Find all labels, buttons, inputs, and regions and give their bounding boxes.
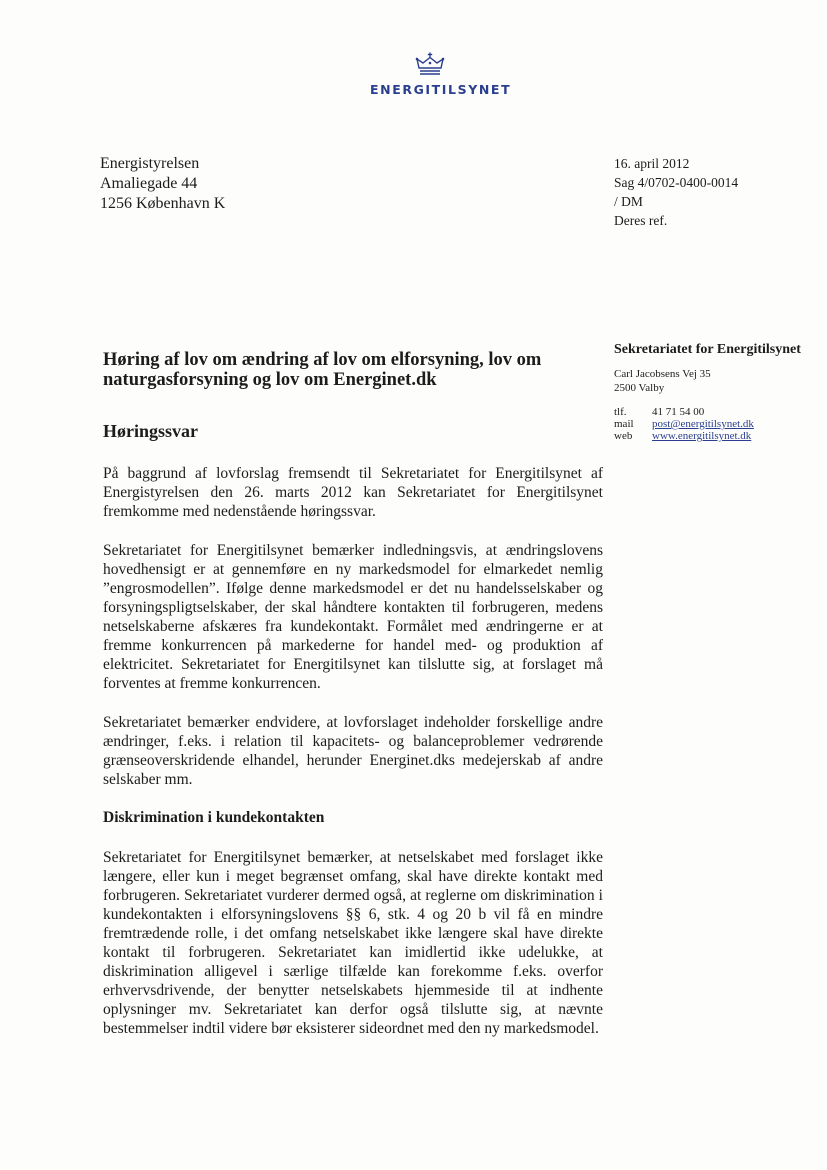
case-initials: / DM — [614, 194, 643, 209]
contact-mail — [614, 418, 814, 430]
phone-number: 41 71 54 00 — [652, 406, 705, 418]
section-paragraph: Sekretariatet for Energitilsynet bemærker, at netselskabet med forslaget ikke længere, eller kun i meget begrænset omfang, skal have direkte kontakt med forbrugeren. Sekretariatet vurderer dermed også, at reglerne om diskrimination i kundekontakten i elforsyningslovens §§ 6, stk. 4 og 20 b vil få en mindre fremtrædende rolle, i det omfang netselskabet ikke længere skal have direkte kontakt til forbrugeren. Sekretariatet kan imidlertid ikke udelukke, at diskrimination alligevel i særlige tilfælde kan forekomme f.eks. overfor erhvervsdrivende, der benytter netselskabets hjemmeside til at indhente oplysninger mv. Sekretariatet kan derfor også tilslutte sig, at nævnte bestemmelser indtil videre bør eksisterer sideordnet med den ny markedsmodel. — [103, 849, 603, 1037]
recipient-line: Amaliegade 44 — [100, 175, 198, 192]
sender-address-line: 2500 Valby — [614, 382, 665, 394]
recipient-line: 1256 København K — [100, 195, 226, 212]
document-title: Høring af lov om ændring af lov om elforsyning, lov om naturgasforsyning og lov om Energinet.dk — [103, 350, 542, 390]
mail-link[interactable]: post@energitilsynet.dk — [652, 418, 754, 430]
sender-sidebar — [614, 341, 814, 442]
body-paragraph: Sekretariatet for Energitilsynet bemærker indledningsvis, at ændringslovens hovedhensigt er at gennemføre en ny markedsmodel for elmarkedet nemlig ”engrosmodellen”. Ifølge denne markedsmodel er det nu handelsselskaber og forsyningspligtselskaber, der skal håndtere kontakten til forbrugeren, medens netselskaberne afskæres fra kundekontakt. Formålet med ændringerne er at fremme konkurrencen på markederne for handel med- og produktion af elektricitet. Sekretariatet for Energitilsynet kan tilslutte sig, at forslaget må forventes at fremme konkurrencen. — [103, 542, 603, 692]
body-paragraph: Sekretariatet bemærker endvidere, at lovforslaget indeholder forskellige andre ændringer, f.eks. i relation til kapacitets- og balanceproblemer vedrørende grænseoverskridende elhandel, herunder Energinet.dks medejerskab af andre selskaber mm. — [103, 714, 603, 788]
contact-label: web — [614, 430, 633, 442]
letter-body — [103, 350, 603, 1038]
sender-contact — [614, 406, 814, 442]
sender-org: Sekretariatet for Energitilsynet — [614, 342, 801, 357]
letter-meta — [614, 154, 738, 230]
reference: Deres ref. — [614, 213, 668, 228]
web-link[interactable]: www.energitilsynet.dk — [652, 430, 752, 442]
sender-address — [614, 367, 814, 395]
section-heading: Diskrimination i kundekontakten — [103, 809, 325, 826]
contact-label: mail — [614, 418, 634, 430]
recipient-line: Energistyrelsen — [100, 155, 200, 172]
letterhead-logo — [370, 52, 512, 97]
letter-date: 16. april 2012 — [614, 156, 690, 171]
document-subtitle: Høringssvar — [103, 421, 199, 441]
body-paragraph: På baggrund af lovforslag fremsendt til Sekretariatet for Energitilsynet af Energistyrelsen den 26. marts 2012 kan Sekretariatet for Energitilsynet fremkomme med nedenstående høringssvar. — [103, 465, 603, 520]
case-number: Sag 4/0702-0400-0014 — [614, 175, 739, 190]
contact-phone — [614, 406, 814, 418]
contact-web — [614, 430, 814, 442]
sender-address-line: Carl Jacobsens Vej 35 — [614, 368, 711, 380]
recipient-address — [100, 154, 225, 214]
contact-label: tlf. — [614, 406, 627, 418]
organization-name: ENERGITILSYNET — [370, 82, 512, 97]
crown-icon — [415, 52, 445, 76]
